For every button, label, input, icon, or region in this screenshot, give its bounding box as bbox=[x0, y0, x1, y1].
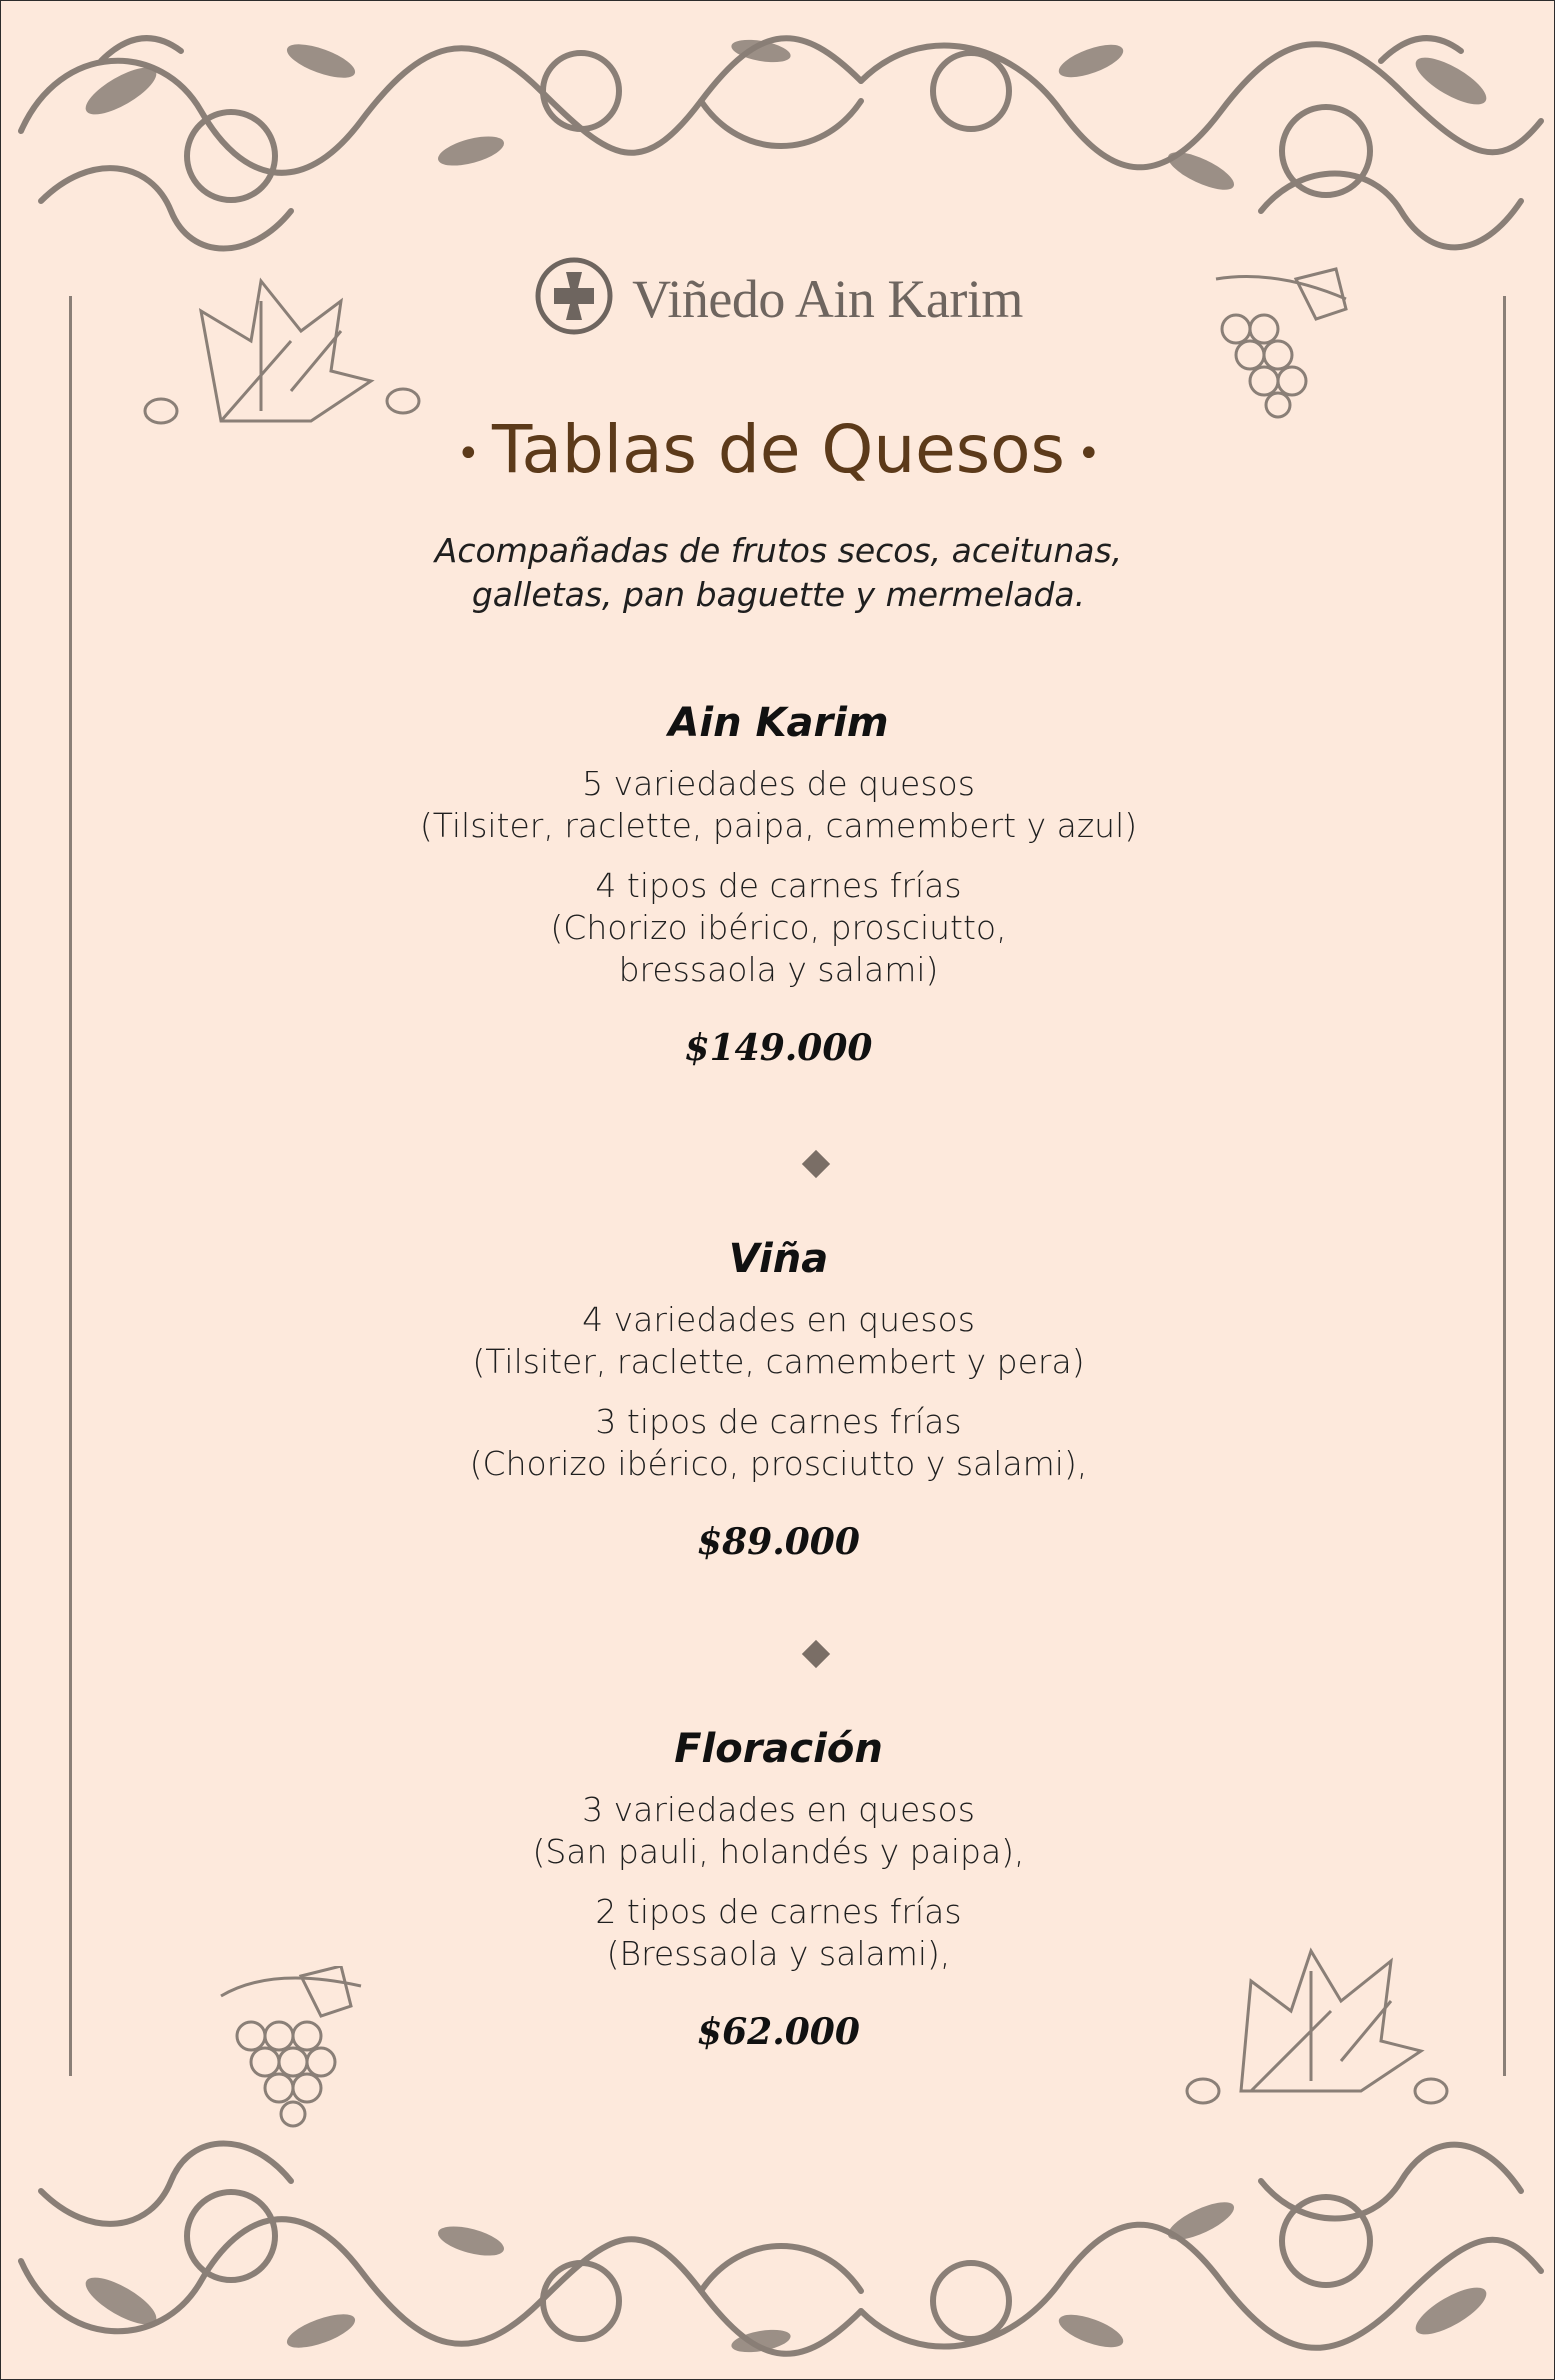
brand-name: Viñedo Ain Karim bbox=[632, 268, 1023, 329]
menu-item-ain-karim bbox=[1, 697, 1555, 1069]
menu-item-price: $149.000 bbox=[684, 1027, 873, 1069]
subtitle-line: Acompañadas de frutos secos, aceitunas, bbox=[434, 531, 1123, 570]
desc-line: (Bressaola y salami), bbox=[606, 1934, 951, 1973]
desc-line: (Chorizo ibérico, prosciutto y salami), bbox=[469, 1444, 1088, 1483]
title-text: Tablas de Quesos bbox=[492, 411, 1065, 488]
meats-description bbox=[1, 1401, 1555, 1485]
meats-description bbox=[1, 865, 1555, 991]
desc-line: 4 tipos de carnes frías bbox=[595, 866, 962, 905]
desc-line: 5 variedades de quesos bbox=[582, 764, 975, 803]
title-bullet-right: • bbox=[1076, 430, 1101, 477]
brand-header bbox=[1, 256, 1555, 336]
diamond-divider bbox=[802, 1150, 830, 1178]
desc-line: bressaola y salami) bbox=[618, 950, 939, 989]
subtitle bbox=[1, 529, 1555, 617]
cheese-description bbox=[1, 1299, 1555, 1383]
diamond-divider bbox=[802, 1640, 830, 1668]
desc-line: (San pauli, holandés y paipa), bbox=[532, 1832, 1025, 1871]
subtitle-line: galletas, pan baguette y mermelada. bbox=[471, 575, 1086, 614]
menu-item-name: Floración bbox=[674, 1726, 883, 1772]
desc-line: 3 variedades en quesos bbox=[582, 1790, 975, 1829]
desc-line: (Chorizo ibérico, prosciutto, bbox=[550, 908, 1007, 947]
desc-line: 3 tipos de carnes frías bbox=[595, 1402, 962, 1441]
top-filigree-ornament bbox=[1, 1, 1555, 291]
desc-line: 2 tipos de carnes frías bbox=[595, 1892, 962, 1931]
desc-line: 4 variedades en quesos bbox=[582, 1300, 975, 1339]
menu-item-name: Ain Karim bbox=[668, 700, 889, 746]
menu-item-price: $62.000 bbox=[697, 2011, 860, 2053]
page-title bbox=[1, 411, 1555, 488]
bottom-filigree-ornament bbox=[1, 2091, 1555, 2380]
cheese-description bbox=[1, 1789, 1555, 1873]
menu-item-price: $89.000 bbox=[697, 1521, 860, 1563]
title-bullet-left: • bbox=[456, 430, 481, 477]
desc-line: (Tilsiter, raclette, paipa, camembert y azul) bbox=[419, 806, 1138, 845]
menu-item-name: Viña bbox=[728, 1236, 829, 1282]
desc-line: (Tilsiter, raclette, camembert y pera) bbox=[472, 1342, 1085, 1381]
cross-emblem-icon bbox=[534, 256, 614, 341]
cheese-description bbox=[1, 763, 1555, 847]
menu-item-vina bbox=[1, 1233, 1555, 1563]
